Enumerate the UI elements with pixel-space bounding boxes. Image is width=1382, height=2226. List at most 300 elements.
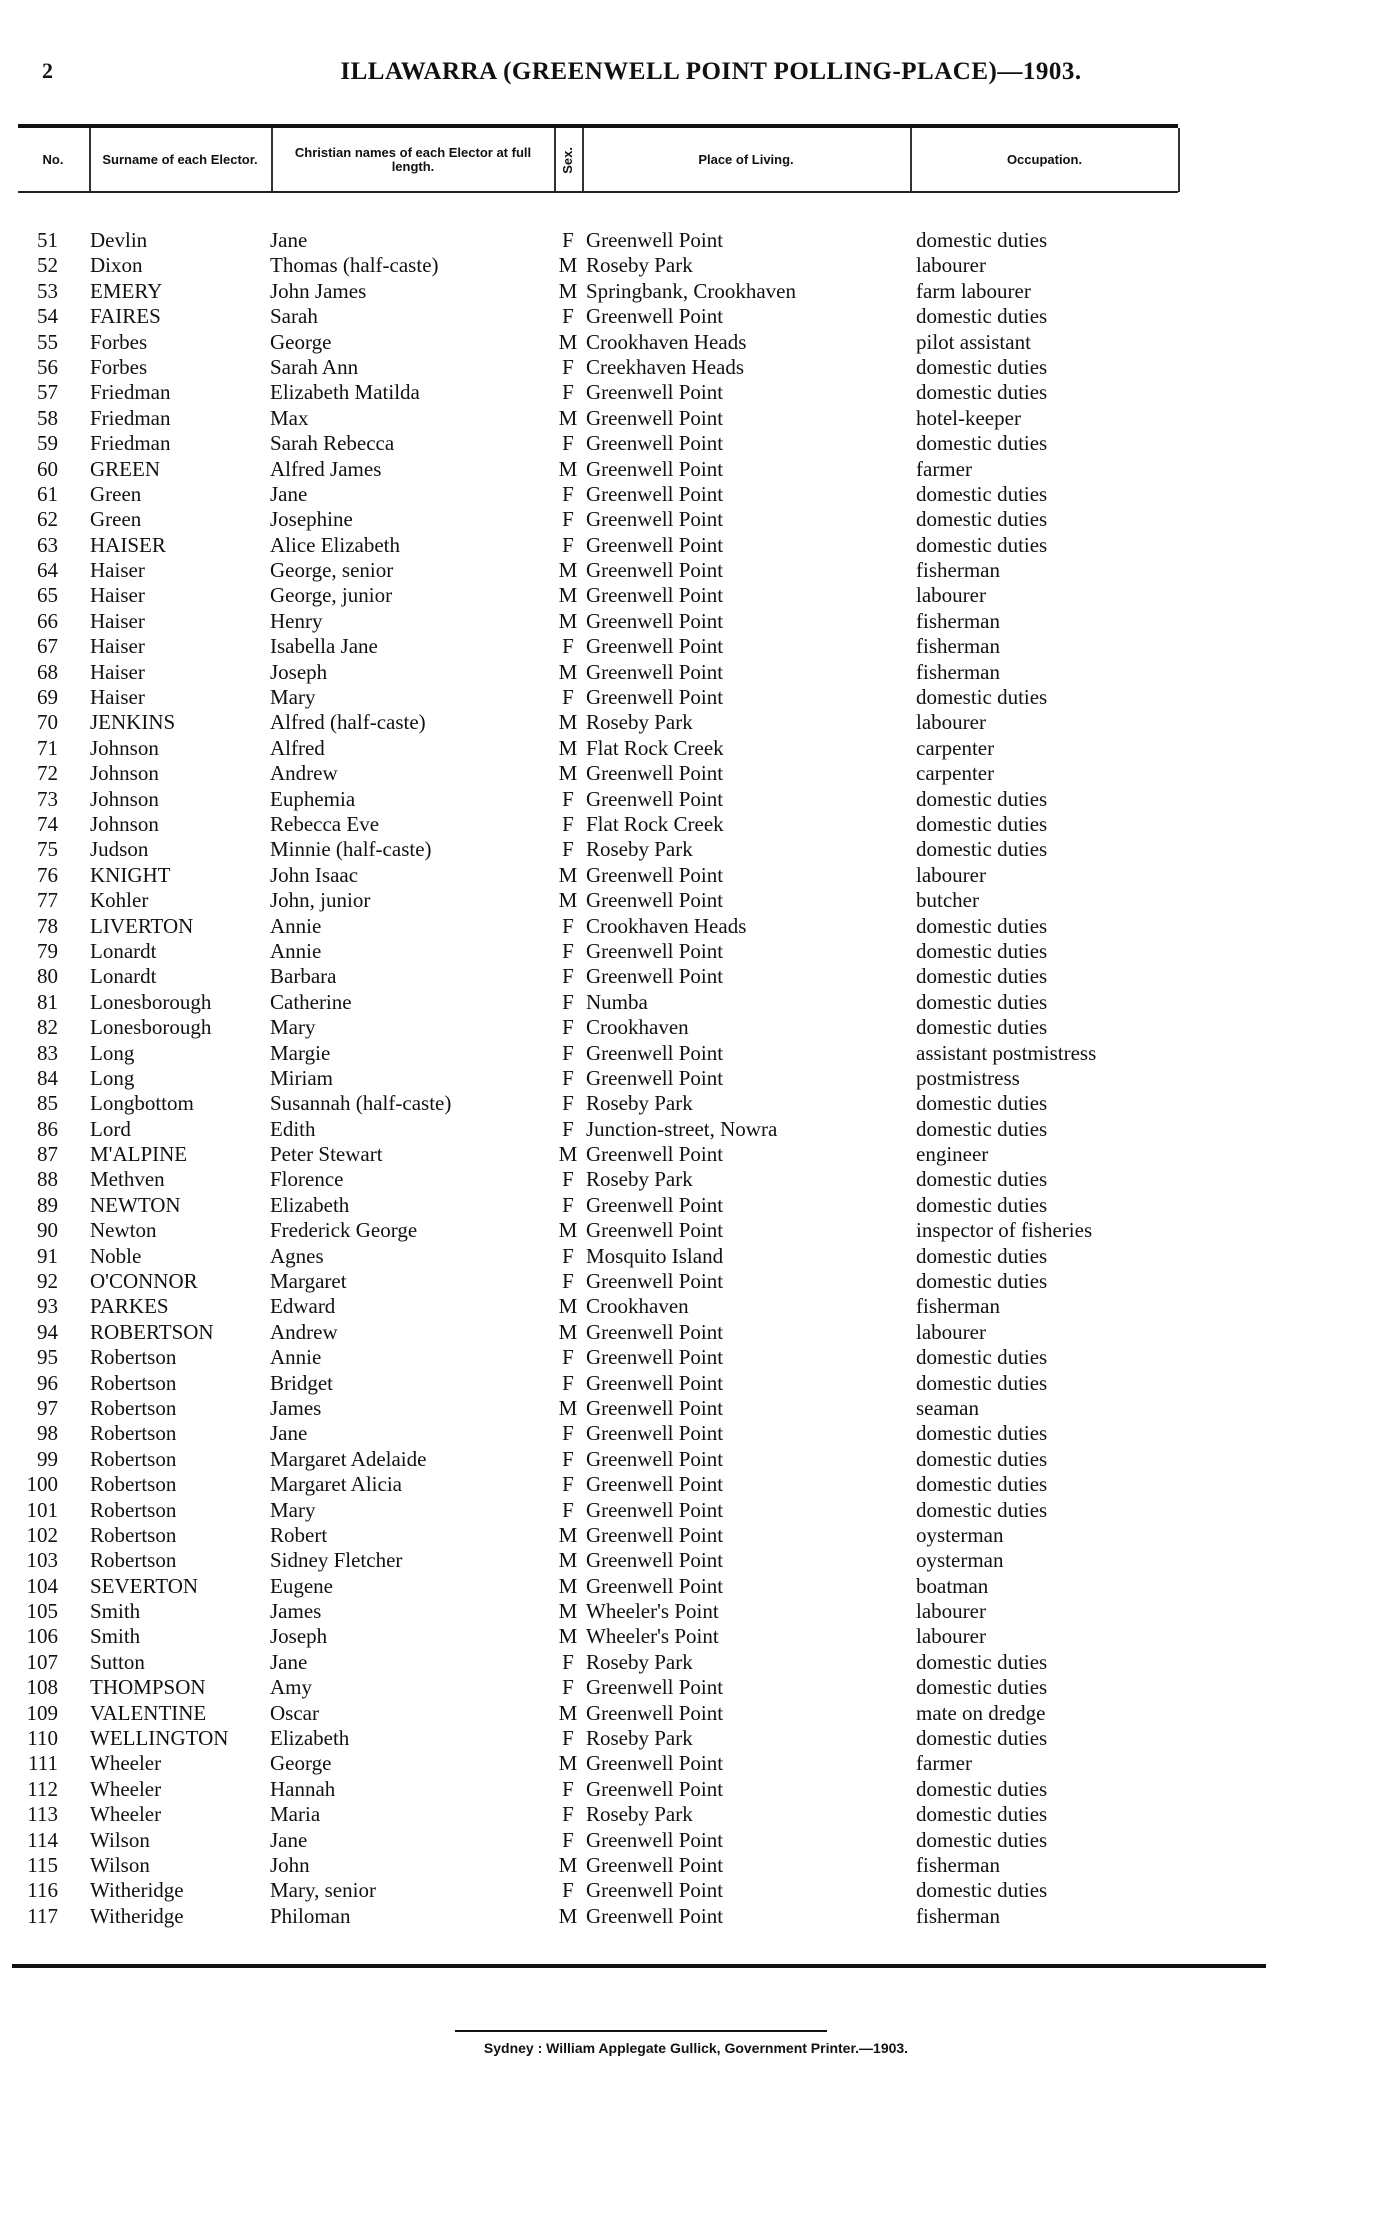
elector-place-of-living: Greenwell Point <box>586 1345 724 1370</box>
elector-occupation: inspector of fisheries <box>916 1218 1093 1243</box>
elector-christian-names: George, senior <box>270 558 394 583</box>
elector-sex: F <box>562 1649 574 1674</box>
elector-number: 110 <box>27 1726 58 1751</box>
elector-number: 111 <box>28 1751 58 1776</box>
elector-sex: M <box>558 1903 578 1928</box>
elector-number: 77 <box>37 888 58 913</box>
elector-christian-names: Hannah <box>270 1776 336 1801</box>
elector-number: 83 <box>37 1040 58 1065</box>
elector-place-of-living: Greenwell Point <box>586 532 724 557</box>
table-row <box>0 431 1382 456</box>
elector-number: 52 <box>37 253 58 278</box>
elector-occupation: labourer <box>916 1624 986 1649</box>
table-row <box>0 1853 1382 1878</box>
elector-sex: M <box>558 761 578 786</box>
table-row <box>0 939 1382 964</box>
elector-christian-names: Rebecca Eve <box>270 811 380 836</box>
table-row <box>0 1498 1382 1523</box>
elector-surname: Wheeler <box>90 1751 162 1776</box>
elector-place-of-living: Roseby Park <box>586 710 693 735</box>
table-row <box>0 482 1382 507</box>
elector-surname: Friedman <box>90 405 171 430</box>
elector-place-of-living: Greenwell Point <box>586 1218 724 1243</box>
elector-surname: Noble <box>90 1243 142 1268</box>
elector-number: 97 <box>37 1395 58 1420</box>
elector-place-of-living: Greenwell Point <box>586 685 724 710</box>
elector-number: 61 <box>37 481 58 506</box>
elector-sex: F <box>562 1827 574 1852</box>
elector-occupation: domestic duties <box>916 304 1048 329</box>
elector-surname: LIVERTON <box>90 913 194 938</box>
elector-place-of-living: Greenwell Point <box>586 1827 724 1852</box>
elector-surname: ROBERTSON <box>90 1319 214 1344</box>
elector-place-of-living: Greenwell Point <box>586 1446 724 1471</box>
elector-occupation: domestic duties <box>916 1675 1048 1700</box>
table-row <box>0 1345 1382 1370</box>
elector-surname: Friedman <box>90 380 171 405</box>
elector-christian-names: Miriam <box>270 1065 333 1090</box>
elector-sex: F <box>562 685 574 710</box>
elector-occupation: domestic duties <box>916 685 1048 710</box>
table-row <box>0 330 1382 355</box>
column-divider <box>1178 128 1180 192</box>
elector-place-of-living: Greenwell Point <box>586 1497 724 1522</box>
elector-number: 113 <box>27 1802 58 1827</box>
elector-place-of-living: Greenwell Point <box>586 634 724 659</box>
printer-imprint: Sydney : William Applegate Gullick, Government Printer.—1903. <box>483 2040 909 2056</box>
elector-surname: PARKES <box>90 1294 169 1319</box>
elector-occupation: labourer <box>916 1599 986 1624</box>
table-row <box>0 812 1382 837</box>
elector-sex: F <box>562 1446 574 1471</box>
elector-surname: Johnson <box>90 735 159 760</box>
elector-place-of-living: Greenwell Point <box>586 1395 724 1420</box>
elector-number: 74 <box>37 811 58 836</box>
table-row <box>0 1142 1382 1167</box>
elector-christian-names: Minnie (half-caste) <box>270 837 432 862</box>
elector-surname: Judson <box>90 837 149 862</box>
elector-sex: F <box>562 811 574 836</box>
elector-occupation: carpenter <box>916 735 995 760</box>
elector-christian-names: Barbara <box>270 964 337 989</box>
elector-number: 117 <box>27 1903 58 1928</box>
elector-sex: F <box>562 1269 574 1294</box>
table-row <box>0 1726 1382 1751</box>
elector-occupation: postmistress <box>916 1065 1020 1090</box>
elector-surname: Dixon <box>90 253 143 278</box>
elector-christian-names: Euphemia <box>270 786 356 811</box>
elector-occupation: domestic duties <box>916 1269 1048 1294</box>
elector-place-of-living: Greenwell Point <box>586 380 724 405</box>
elector-christian-names: James <box>270 1599 322 1624</box>
table-row <box>0 1041 1382 1066</box>
page-title: ILLAWARRA (GREENWELL POINT POLLING-PLACE)—1903. <box>340 58 1082 85</box>
elector-occupation: labourer <box>916 862 986 887</box>
elector-surname: Wilson <box>90 1827 150 1852</box>
elector-surname: Sutton <box>90 1649 145 1674</box>
table-row <box>0 1066 1382 1091</box>
elector-place-of-living: Greenwell Point <box>586 1269 724 1294</box>
header-sex <box>555 130 581 190</box>
table-row <box>0 1548 1382 1573</box>
elector-sex: F <box>562 1192 574 1217</box>
elector-number: 89 <box>37 1192 58 1217</box>
elector-place-of-living: Greenwell Point <box>586 558 724 583</box>
elector-christian-names: Bridget <box>270 1370 333 1395</box>
table-row <box>0 710 1382 735</box>
elector-surname: Witheridge <box>90 1878 184 1903</box>
elector-place-of-living: Greenwell Point <box>586 862 724 887</box>
table-row <box>0 787 1382 812</box>
elector-number: 96 <box>37 1370 58 1395</box>
table-row <box>0 736 1382 761</box>
elector-sex: F <box>562 1065 574 1090</box>
elector-sex: F <box>562 1015 574 1040</box>
elector-sex: F <box>562 837 574 862</box>
elector-christian-names: Elizabeth <box>270 1726 350 1751</box>
elector-surname: Robertson <box>90 1522 177 1547</box>
elector-christian-names: Margie <box>270 1040 331 1065</box>
elector-occupation: domestic duties <box>916 1015 1048 1040</box>
elector-occupation: domestic duties <box>916 532 1048 557</box>
elector-place-of-living: Greenwell Point <box>586 1522 724 1547</box>
elector-occupation: fisherman <box>916 634 1000 659</box>
elector-sex: F <box>562 1116 574 1141</box>
elector-sex: F <box>562 1091 574 1116</box>
elector-number: 55 <box>37 329 58 354</box>
elector-number: 109 <box>26 1700 58 1725</box>
elector-place-of-living: Greenwell Point <box>586 888 724 913</box>
table-row <box>0 1320 1382 1345</box>
elector-place-of-living: Junction-street, Nowra <box>586 1116 778 1141</box>
elector-sex: F <box>562 1345 574 1370</box>
elector-surname: Robertson <box>90 1446 177 1471</box>
table-row <box>0 1193 1382 1218</box>
elector-place-of-living: Greenwell Point <box>586 1751 724 1776</box>
elector-surname: Smith <box>90 1599 141 1624</box>
elector-occupation: domestic duties <box>916 786 1048 811</box>
elector-place-of-living: Roseby Park <box>586 1091 693 1116</box>
elector-place-of-living: Greenwell Point <box>586 304 724 329</box>
elector-surname: Forbes <box>90 354 148 379</box>
elector-number: 60 <box>37 456 58 481</box>
elector-number: 66 <box>37 608 58 633</box>
elector-christian-names: Catherine <box>270 989 352 1014</box>
elector-number: 59 <box>37 431 58 456</box>
table-row <box>0 380 1382 405</box>
elector-christian-names: Isabella Jane <box>270 634 378 659</box>
elector-christian-names: Alfred James <box>270 456 382 481</box>
elector-sex: M <box>558 862 578 887</box>
elector-occupation: farmer <box>916 1751 972 1776</box>
elector-christian-names: Robert <box>270 1522 328 1547</box>
table-row <box>0 863 1382 888</box>
elector-number: 71 <box>37 735 58 760</box>
elector-number: 92 <box>37 1269 58 1294</box>
table-row <box>0 1675 1382 1700</box>
elector-sex: F <box>562 481 574 506</box>
elector-occupation: boatman <box>916 1573 989 1598</box>
table-row <box>0 583 1382 608</box>
table-row <box>0 1015 1382 1040</box>
elector-place-of-living: Greenwell Point <box>586 1040 724 1065</box>
elector-surname: M'ALPINE <box>90 1142 188 1167</box>
elector-surname: NEWTON <box>90 1192 181 1217</box>
elector-sex: F <box>562 786 574 811</box>
table-row <box>0 914 1382 939</box>
elector-place-of-living: Crookhaven Heads <box>586 913 747 938</box>
elector-surname: Johnson <box>90 786 159 811</box>
elector-place-of-living: Greenwell Point <box>586 481 724 506</box>
elector-number: 57 <box>37 380 58 405</box>
elector-sex: F <box>562 1497 574 1522</box>
elector-number: 62 <box>37 507 58 532</box>
elector-surname: Haiser <box>90 583 145 608</box>
elector-sex: F <box>562 1726 574 1751</box>
column-divider <box>271 128 273 192</box>
elector-christian-names: Thomas (half-caste) <box>270 253 439 278</box>
elector-place-of-living: Roseby Park <box>586 1649 693 1674</box>
table-row <box>0 1371 1382 1396</box>
elector-place-of-living: Greenwell Point <box>586 1853 724 1877</box>
elector-sex: M <box>558 583 578 608</box>
elector-surname: Robertson <box>90 1395 177 1420</box>
elector-place-of-living: Roseby Park <box>586 1802 693 1827</box>
table-row <box>0 533 1382 558</box>
elector-christian-names: Sarah Rebecca <box>270 431 395 456</box>
elector-place-of-living: Wheeler's Point <box>586 1599 719 1624</box>
elector-place-of-living: Roseby Park <box>586 837 693 862</box>
elector-surname: Wheeler <box>90 1776 162 1801</box>
elector-occupation: domestic duties <box>916 1167 1048 1192</box>
elector-place-of-living: Greenwell Point <box>586 938 724 963</box>
elector-surname: Haiser <box>90 659 145 684</box>
elector-christian-names: Jane <box>270 481 308 506</box>
elector-surname: Wheeler <box>90 1802 162 1827</box>
elector-christian-names: Mary <box>270 685 316 710</box>
elector-number: 107 <box>26 1649 58 1674</box>
elector-christian-names: Florence <box>270 1167 344 1192</box>
elector-place-of-living: Greenwell Point <box>586 1142 724 1167</box>
elector-occupation: domestic duties <box>916 1472 1048 1497</box>
elector-number: 65 <box>37 583 58 608</box>
elector-number: 101 <box>26 1497 58 1522</box>
elector-christian-names: Jane <box>270 1827 308 1852</box>
elector-sex: M <box>558 278 578 303</box>
elector-christian-names: Oscar <box>270 1700 319 1725</box>
elector-christian-names: Frederick George <box>270 1218 418 1243</box>
table-row <box>0 1269 1382 1294</box>
elector-occupation: farmer <box>916 456 972 481</box>
elector-sex: F <box>562 1370 574 1395</box>
elector-number: 75 <box>37 837 58 862</box>
elector-occupation: fisherman <box>916 1853 1000 1877</box>
elector-christian-names: Mary <box>270 1497 316 1522</box>
elector-sex: M <box>558 608 578 633</box>
elector-surname: THOMPSON <box>90 1675 206 1700</box>
elector-number: 104 <box>26 1573 58 1598</box>
elector-occupation: domestic duties <box>916 913 1048 938</box>
elector-occupation: domestic duties <box>916 1497 1048 1522</box>
elector-surname: HAISER <box>90 532 166 557</box>
elector-number: 98 <box>37 1421 58 1446</box>
elector-christian-names: Jane <box>270 1421 308 1446</box>
table-row <box>0 1878 1382 1903</box>
elector-surname: Lonardt <box>90 964 157 989</box>
elector-christian-names: Joseph <box>270 659 328 684</box>
elector-place-of-living: Flat Rock Creek <box>586 735 724 760</box>
elector-number: 103 <box>26 1548 58 1573</box>
elector-place-of-living: Springbank, Crookhaven <box>586 278 796 303</box>
elector-christian-names: Jane <box>270 1649 308 1674</box>
elector-place-of-living: Roseby Park <box>586 1726 693 1751</box>
elector-surname: JENKINS <box>90 710 176 735</box>
elector-christian-names: Max <box>270 405 309 430</box>
elector-sex: F <box>562 532 574 557</box>
table-row <box>0 1650 1382 1675</box>
elector-surname: WELLINGTON <box>90 1726 229 1751</box>
elector-surname: Robertson <box>90 1472 177 1497</box>
elector-number: 76 <box>37 862 58 887</box>
elector-surname: Haiser <box>90 608 145 633</box>
elector-number: 99 <box>37 1446 58 1471</box>
elector-occupation: butcher <box>916 888 979 913</box>
elector-christian-names: Annie <box>270 913 322 938</box>
page-number: 2 <box>42 58 53 83</box>
elector-surname: Lord <box>90 1116 131 1141</box>
elector-place-of-living: Greenwell Point <box>586 761 724 786</box>
elector-occupation: domestic duties <box>916 1446 1048 1471</box>
elector-occupation: domestic duties <box>916 811 1048 836</box>
elector-occupation: domestic duties <box>916 354 1048 379</box>
table-row <box>0 634 1382 659</box>
elector-sex: F <box>562 989 574 1014</box>
elector-number: 94 <box>37 1319 58 1344</box>
elector-number: 79 <box>37 938 58 963</box>
elector-occupation: labourer <box>916 710 986 735</box>
table-row <box>0 837 1382 862</box>
elector-number: 82 <box>37 1015 58 1040</box>
elector-occupation: domestic duties <box>916 1192 1048 1217</box>
elector-christian-names: Peter Stewart <box>270 1142 383 1167</box>
elector-sex: M <box>558 1522 578 1547</box>
elector-occupation: domestic duties <box>916 507 1048 532</box>
elector-christian-names: Amy <box>270 1675 312 1700</box>
header-surname: Surname of each Elector. <box>102 152 258 167</box>
elector-surname: Smith <box>90 1624 141 1649</box>
elector-number: 112 <box>27 1776 58 1801</box>
elector-sex: F <box>562 964 574 989</box>
elector-christian-names: James <box>270 1395 322 1420</box>
elector-christian-names: Alice Elizabeth <box>270 532 401 557</box>
elector-surname: Forbes <box>90 329 148 354</box>
elector-occupation: carpenter <box>916 761 995 786</box>
elector-surname: Robertson <box>90 1497 177 1522</box>
table-row <box>0 1091 1382 1116</box>
table-row <box>0 685 1382 710</box>
elector-christian-names: George <box>270 1751 332 1776</box>
elector-number: 56 <box>37 354 58 379</box>
elector-surname: Devlin <box>90 228 148 252</box>
elector-surname: Robertson <box>90 1345 177 1370</box>
elector-number: 108 <box>26 1675 58 1700</box>
table-row <box>0 457 1382 482</box>
elector-occupation: domestic duties <box>916 481 1048 506</box>
elector-occupation: oysterman <box>916 1522 1004 1547</box>
elector-sex: F <box>562 1675 574 1700</box>
elector-christian-names: Jane <box>270 228 308 252</box>
elector-place-of-living: Greenwell Point <box>586 1878 724 1903</box>
elector-place-of-living: Greenwell Point <box>586 1675 724 1700</box>
elector-sex: M <box>558 1624 578 1649</box>
elector-occupation: labourer <box>916 253 986 278</box>
elector-christian-names: Margaret Adelaide <box>270 1446 427 1471</box>
elector-occupation: hotel-keeper <box>916 405 1021 430</box>
header-sex-label: Sex. <box>560 146 575 174</box>
elector-sex: M <box>558 1700 578 1725</box>
elector-christian-names: Annie <box>270 1345 322 1370</box>
elector-number: 80 <box>37 964 58 989</box>
elector-occupation: fisherman <box>916 1294 1000 1319</box>
elector-place-of-living: Greenwell Point <box>586 1065 724 1090</box>
elector-number: 64 <box>37 558 58 583</box>
elector-christian-names: Philoman <box>270 1903 351 1928</box>
elector-occupation: seaman <box>916 1395 979 1420</box>
elector-occupation: domestic duties <box>916 380 1048 405</box>
elector-sex: M <box>558 1751 578 1776</box>
elector-place-of-living: Greenwell Point <box>586 405 724 430</box>
elector-number: 116 <box>27 1878 58 1903</box>
elector-number: 115 <box>27 1853 58 1877</box>
elector-sex: M <box>558 1294 578 1319</box>
elector-place-of-living: Roseby Park <box>586 1167 693 1192</box>
elector-sex: M <box>558 710 578 735</box>
table-row <box>0 1904 1382 1929</box>
table-row <box>0 507 1382 532</box>
elector-surname: Haiser <box>90 685 145 710</box>
elector-sex: F <box>562 1472 574 1497</box>
table-row <box>0 228 1382 253</box>
elector-place-of-living: Greenwell Point <box>586 1370 724 1395</box>
elector-sex: F <box>562 228 574 252</box>
elector-place-of-living: Greenwell Point <box>586 608 724 633</box>
elector-surname: Robertson <box>90 1548 177 1573</box>
table-row <box>0 1421 1382 1446</box>
elector-sex: M <box>558 329 578 354</box>
table-row <box>0 1244 1382 1269</box>
elector-occupation: domestic duties <box>916 1421 1048 1446</box>
table-row <box>0 990 1382 1015</box>
elector-number: 78 <box>37 913 58 938</box>
elector-surname: GREEN <box>90 456 160 481</box>
elector-number: 86 <box>37 1116 58 1141</box>
elector-occupation: fisherman <box>916 608 1000 633</box>
elector-number: 102 <box>26 1522 58 1547</box>
elector-occupation: domestic duties <box>916 1776 1048 1801</box>
elector-sex: F <box>562 634 574 659</box>
table-row <box>0 1117 1382 1142</box>
elector-sex: F <box>562 380 574 405</box>
elector-occupation: domestic duties <box>916 989 1048 1014</box>
table-row <box>0 253 1382 278</box>
elector-christian-names: Annie <box>270 938 322 963</box>
elector-place-of-living: Greenwell Point <box>586 507 724 532</box>
elector-surname: SEVERTON <box>90 1573 199 1598</box>
elector-christian-names: Sarah <box>270 304 318 329</box>
elector-number: 67 <box>37 634 58 659</box>
column-divider <box>582 128 584 192</box>
elector-surname: Robertson <box>90 1421 177 1446</box>
